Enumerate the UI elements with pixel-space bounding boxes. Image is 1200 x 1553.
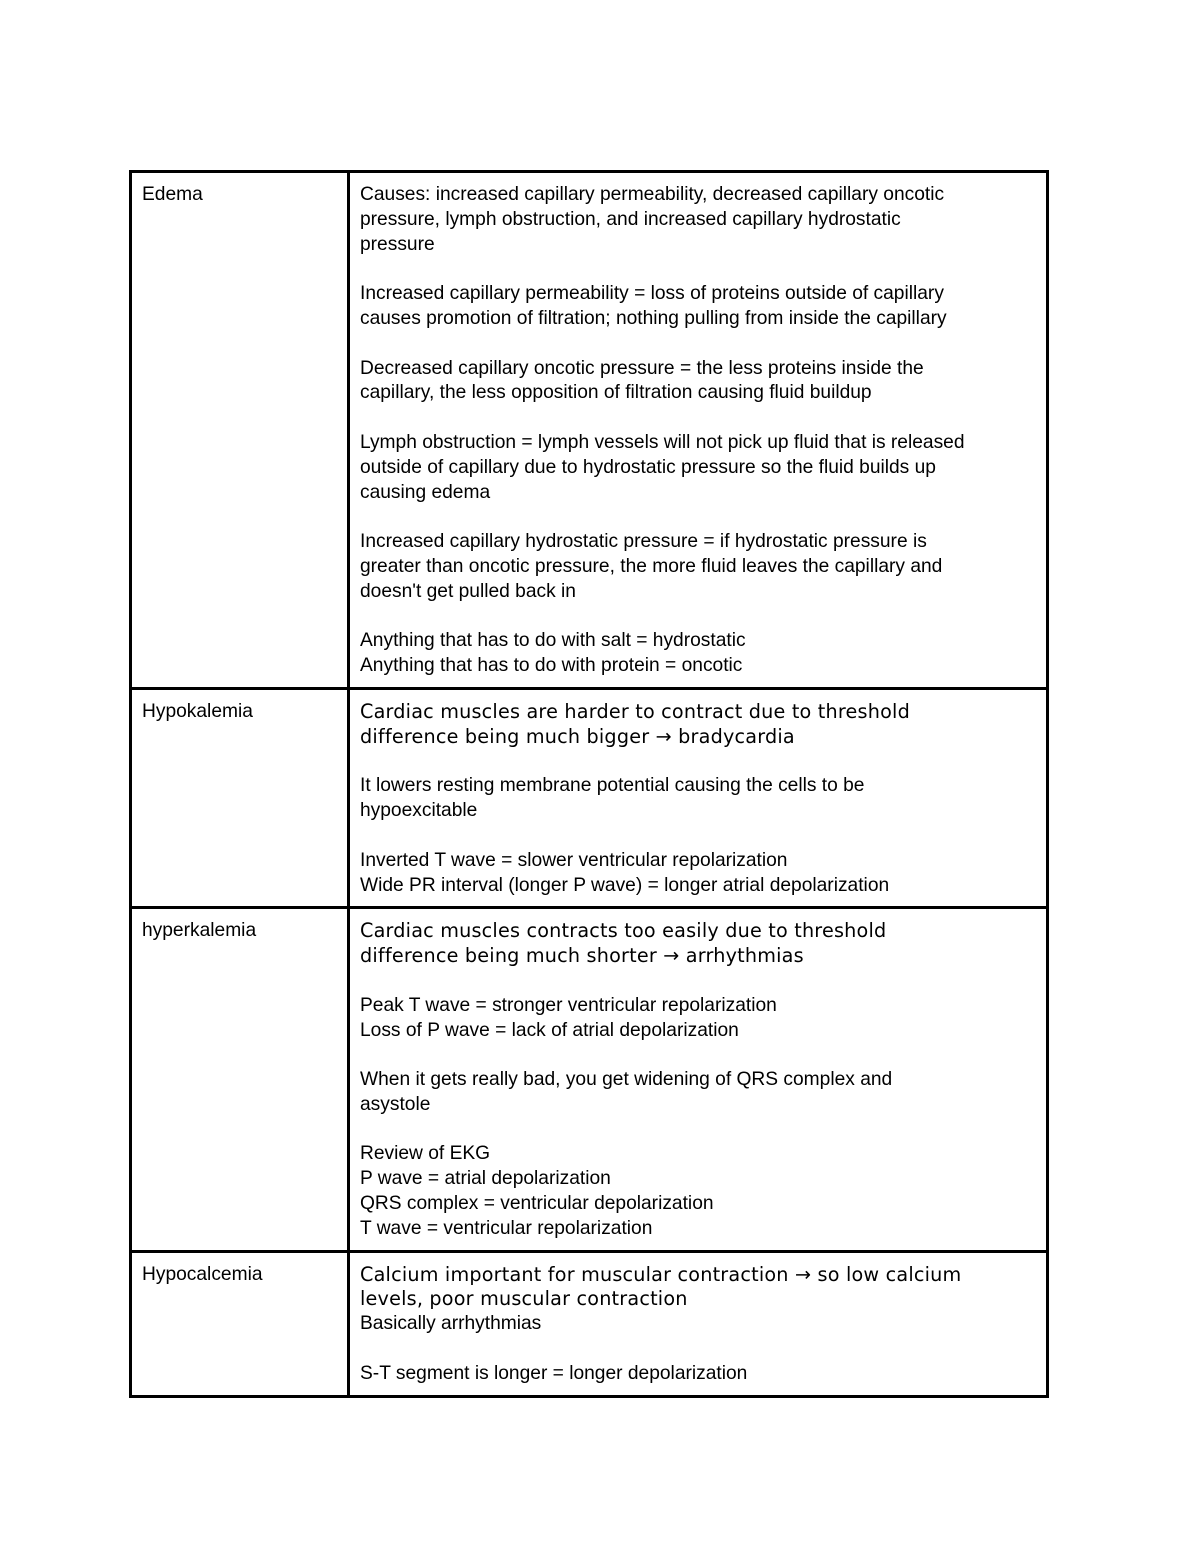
- term-cell: [131, 688, 349, 907]
- term-label: hyperkalemia: [142, 920, 257, 942]
- note-line: asystole: [360, 1093, 431, 1115]
- note-line: QRS complex = ventricular depolarization: [360, 1193, 714, 1215]
- note-paragraph: [360, 629, 1037, 679]
- note-line: hypoexcitable: [360, 800, 478, 822]
- note-line: It lowers resting membrane potential causing the cells to be: [360, 775, 865, 797]
- note-paragraph: [360, 282, 1037, 332]
- note-line: Peak T wave = stronger ventricular repolarization: [360, 994, 777, 1016]
- term-cell: [131, 1251, 349, 1396]
- note-line: Causes: increased capillary permeability, decreased capillary oncotic: [360, 184, 945, 205]
- note-paragraph: [360, 183, 1037, 257]
- note-line: Cardiac muscles contracts too easily due to threshold: [360, 919, 887, 943]
- note-line: Anything that has to do with salt = hydrostatic: [360, 630, 746, 652]
- note-line: Cardiac muscles are harder to contract due to threshold: [360, 699, 910, 723]
- term-cell: [131, 172, 349, 689]
- description-cell: [349, 1251, 1048, 1396]
- note-line: causes promotion of filtration; nothing pulling from inside the capillary: [360, 307, 947, 329]
- note-paragraph: [360, 357, 1037, 407]
- note-line: When it gets really bad, you get widening of QRS complex and: [360, 1069, 893, 1091]
- note-paragraph: [360, 1263, 1037, 1337]
- note-line: P wave = atrial depolarization: [360, 1168, 611, 1190]
- note-paragraph: [360, 1068, 1037, 1118]
- note-paragraph: [360, 700, 1037, 750]
- description-cell: [349, 688, 1048, 907]
- note-paragraph: [360, 849, 1037, 899]
- table-row: [131, 172, 1048, 689]
- note-line: Inverted T wave = slower ventricular repolarization: [360, 849, 788, 871]
- note-line: difference being much shorter → arrhythmias: [360, 944, 804, 968]
- notes-table: [129, 170, 1049, 1398]
- note-line: Increased capillary hydrostatic pressure = if hydrostatic pressure is: [360, 531, 927, 553]
- note-line: T wave = ventricular repolarization: [360, 1217, 653, 1239]
- note-line: Increased capillary permeability = loss of proteins outside of capillary: [360, 283, 944, 305]
- note-paragraph: [360, 1362, 1037, 1387]
- note-line: levels, poor muscular contraction: [360, 1287, 688, 1311]
- note-line: Loss of P wave = lack of atrial depolarization: [360, 1019, 739, 1041]
- note-line: pressure: [360, 233, 435, 255]
- note-line: Review of EKG: [360, 1143, 491, 1165]
- note-line: Decreased capillary oncotic pressure = the less proteins inside the: [360, 357, 924, 379]
- description-cell: [349, 908, 1048, 1251]
- note-line: Basically arrhythmias: [360, 1313, 542, 1335]
- note-line: difference being much bigger → bradycardia: [360, 724, 795, 748]
- term-cell: [131, 908, 349, 1251]
- note-paragraph: [360, 919, 1037, 969]
- note-line: pressure, lymph obstruction, and increased capillary hydrostatic: [360, 208, 901, 230]
- note-line: Wide PR interval (longer P wave) = longer atrial depolarization: [360, 874, 890, 896]
- note-line: doesn't get pulled back in: [360, 580, 576, 602]
- table-row: [131, 688, 1048, 907]
- note-paragraph: [360, 774, 1037, 824]
- table-body: [131, 172, 1048, 1397]
- note-line: capillary, the less opposition of filtration causing fluid buildup: [360, 382, 872, 404]
- table-row: [131, 908, 1048, 1251]
- note-line: Calcium important for muscular contraction → so low calcium: [360, 1262, 962, 1286]
- note-line: Anything that has to do with protein = oncotic: [360, 655, 743, 677]
- note-paragraph: [360, 530, 1037, 604]
- note-line: causing edema: [360, 481, 491, 503]
- note-line: greater than oncotic pressure, the more fluid leaves the capillary and: [360, 555, 943, 577]
- note-paragraph: [360, 1142, 1037, 1241]
- note-line: S-T segment is longer = longer depolarization: [360, 1362, 748, 1384]
- note-line: outside of capillary due to hydrostatic pressure so the fluid builds up: [360, 456, 936, 478]
- table-row: [131, 1251, 1048, 1396]
- term-label: Edema: [142, 184, 203, 205]
- term-label: Hypocalcemia: [142, 1263, 263, 1285]
- note-paragraph: [360, 994, 1037, 1044]
- note-line: Lymph obstruction = lymph vessels will not pick up fluid that is released: [360, 431, 965, 453]
- description-cell: [349, 172, 1048, 689]
- term-label: Hypokalemia: [142, 700, 253, 722]
- note-paragraph: [360, 431, 1037, 505]
